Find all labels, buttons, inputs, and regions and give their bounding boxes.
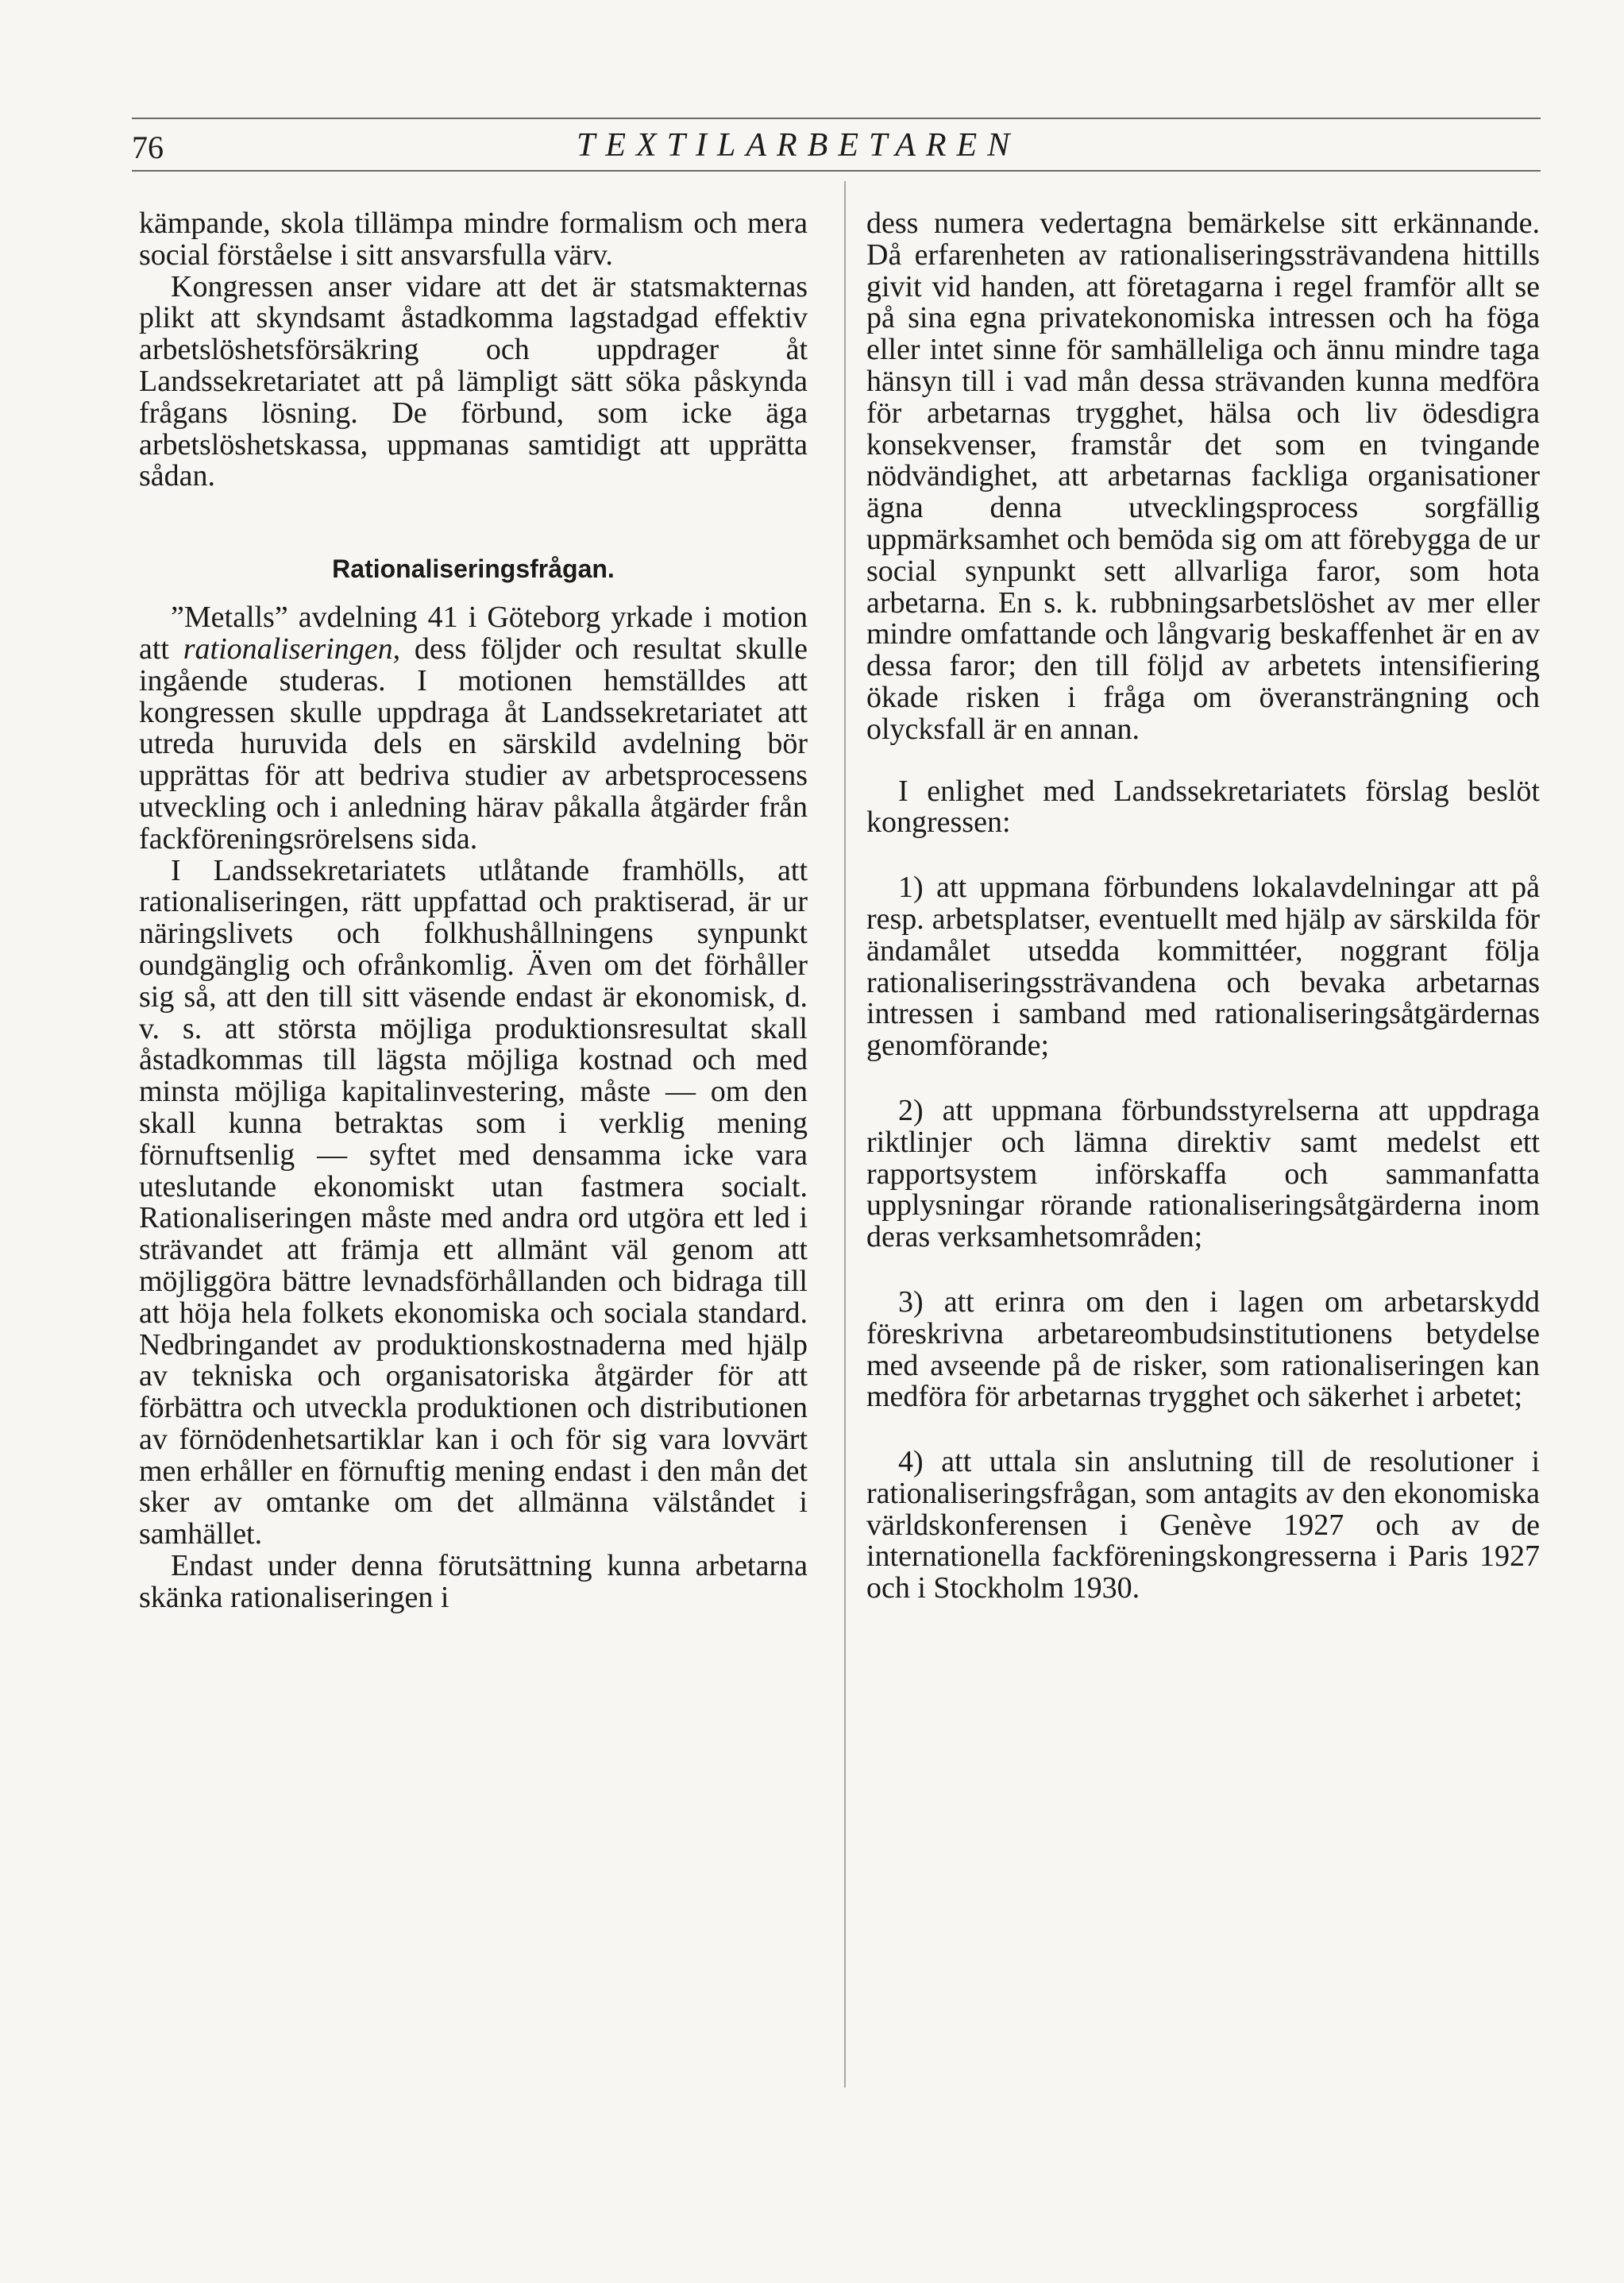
- running-title: TEXTILARBETAREN: [577, 127, 1020, 164]
- resolution-item-3: 3) att erinra om den i lagen om arbetarskydd föreskrivna arbetareombudsinstitutionens betydelse med avseende på de risker, som rationaliseringen kan medföra för arbetarnas trygghet och säkerhet i arbetet;: [866, 1284, 1540, 1414]
- left-paragraph-3-start: ”Metalls” avdelning 41 i Göteborg yrkade i motion att: [139, 601, 808, 666]
- right-paragraph-1: dess numera vedertagna bemärkelse sitt erkännande. Då erfarenheten av rationaliseringssträvandena hittills givit vid handen, att företagarna i regel framför allt se på sina egna privatekonomiska intressen och ha föga eller intet sinne för samhälleliga och ännu mindre taga hänsyn till i vad mån dessa strävanden kunna medföra för arbetarnas trygghet, hälsa och liv ödesdigra konsekvenser, framstår det som en tvingande nödvändighet, att arbetarnas fackliga organisationer ägna denna utvecklingsprocess sorgfällig uppmärksamhet och bemöda sig om att förebygga de ur social synpunkt sett allvarliga faror, som hota arbetarna. En s. k. rubbningsarbetslöshet av mer eller mindre omfattande och långvarig beskaffenhet är en av dessa faror; den till följd av arbetets intensifiering ökade risken i fråga om överansträngning och olycksfall är en annan.: [866, 207, 1540, 746]
- column-divider: [844, 181, 846, 2088]
- left-paragraph-1: kämpande, skola tillämpa mindre formalism och mera social förståelse i sitt ansvarsfulla värv.: [139, 207, 808, 272]
- page-number: 76: [132, 129, 164, 165]
- left-paragraph-4: I Landssekretariatets utlåtande framhölls, att rationaliseringen, rätt uppfattad och praktiserad, är ur näringslivets och folkhushållningens synpunkt oundgänglig och ofrånkomlig. Även om det förhåller sig så, att den till sitt väsende endast är ekonomisk, d. v. s. att största möjliga produktionsresultat skall åstadkommas till lägsta möjliga kostnad och med minsta möjliga kapitalinvestering, måste — om den skall kunna betraktas som i verklig mening förnuftsenlig — syftet med densamma icke vara uteslutande ekonomiskt utan fastmera socialt. Rationaliseringen måste med andra ord utgöra ett led i strävandet att främja ett allmänt väl genom att möjliggöra bättre levnadsförhållanden och bidraga till att höja hela folkets ekonomiska och sociala standard. Nedbringandet av produktionskostnaderna med hjälp av tekniska och organisatoriska åtgärder för att förbättra och utveckla produktionen och distributionen av förnödenhetsartiklar kan i och för sig vara lovvärt men erhåller en förnuftig mening endast i den mån det sker av omtanke om det allmänna välståndet i samhället.: [139, 853, 808, 1551]
- resolution-item-2: 2) att uppmana förbundsstyrelserna att uppdraga riktlinjer och lämna direktiv samt medelst ett rapportsystem införskaffa och sammanfatta upplysningar rörande rationaliseringsåtgärderna inom deras verksamhetsområden;: [866, 1093, 1540, 1254]
- header-rule-top: [132, 118, 1541, 119]
- left-paragraph-3: [139, 602, 808, 855]
- resolution-item-4: 4) att uttala sin anslutning till de resolutioner i rationaliseringsfrågan, som antagits av den ekonomiska världskonferensen i Genève 1927 och av de internationella fackföreningskongresserna i Paris 1927 och i Stockholm 1930.: [866, 1445, 1540, 1605]
- left-column: [139, 208, 808, 1614]
- page-header: [132, 118, 1541, 175]
- resolution-item-1: 1) att uppmana förbundens lokalavdelningar att på resp. arbetsplatser, eventuellt med hjälp av särskilda för ändamålet utsedda kommittéer, noggrant följa rationaliseringssträvandena och bevaka arbetarnas intressen i samband med rationaliseringsåtgärdernas genomförande;: [866, 871, 1540, 1063]
- left-paragraph-3-end: dess följder och resultat skulle ingående studeras. I motionen hemställdes att kongressen skulle uppdraga åt Landssekretariatet att utreda huruvida dels en särskild avdelning bör upprättas för att bedriva studier av arbetsprocessens utveckling och i anledning härav påkalla åtgärder från fackföreningsrörelsens sida.: [139, 632, 808, 856]
- header-rule-bottom: [132, 170, 1541, 172]
- right-column: [866, 208, 1540, 1605]
- emphasized-term: rationaliseringen,: [183, 632, 401, 666]
- right-paragraph-2: I enlighet med Landssekretariatets förslag beslöt kongressen:: [866, 774, 1540, 840]
- left-paragraph-5: Endast under denna förutsättning kunna arbetarna skänka rationaliseringen i: [139, 1549, 808, 1614]
- section-heading: Rationaliseringsfrågan.: [332, 554, 615, 584]
- left-paragraph-2: Kongressen anser vidare att det är statsmakternas plikt att skyndsamt åstadkomma lagstadgad effektiv arbetslöshetsförsäkring och uppdrager åt Landssekretariatet att på lämpligt sätt söka påskynda frågans lösning. De förbund, som icke äga arbetslöshetskassa, uppmanas samtidigt att upprätta sådan.: [139, 269, 808, 493]
